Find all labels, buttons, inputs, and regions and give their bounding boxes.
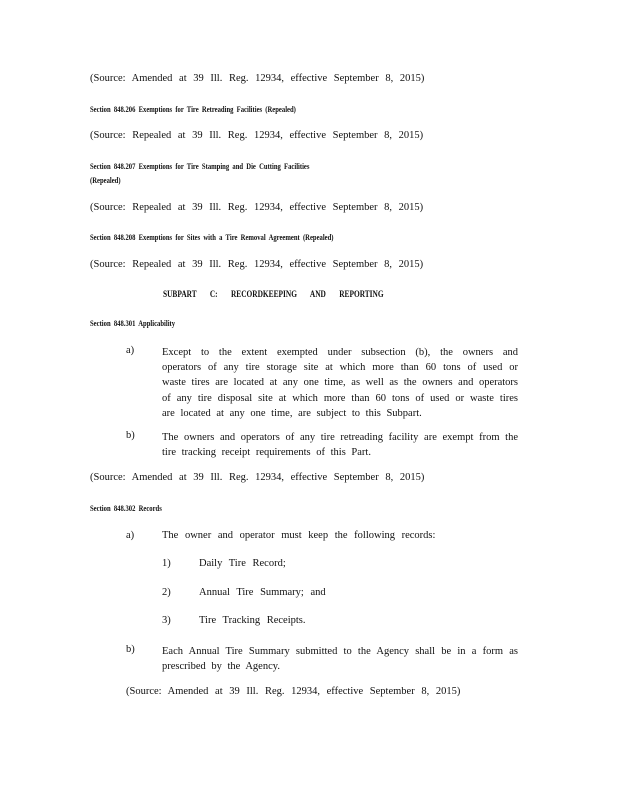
subsection-label: b) xyxy=(126,430,135,441)
subsection-text: The owners and operators of any tire retreading facility are exempt from the tire tracking receipt requirements of this Part. xyxy=(162,432,518,459)
section-848-208-heading: Section 848.208 Exemptions for Sites with a Tire Removal Agreement (Repealed) xyxy=(90,232,334,242)
paragraph-label: 3) xyxy=(162,615,171,626)
subpart-c-heading: SUBPART C: RECORDKEEPING AND REPORTING xyxy=(163,289,384,299)
section-848-207-heading: Section 848.207 Exemptions for Tire Stamping and Die Cutting Facilities xyxy=(90,161,310,171)
section-848-207-heading-continued: (Repealed) xyxy=(90,175,121,185)
source-note: (Source: Amended at 39 Ill. Reg. 12934, effective September 8, 2015) xyxy=(90,73,425,84)
paragraph-text: Annual Tire Summary; and xyxy=(199,587,326,598)
subsection-text: Except to the extent exempted under subsection (b), the owners and operators of any tire storage site at which more than 60 tons of used or waste tires are located at any one time, as well as the owners and operators of any tire disposal site at which more than 60 tons of used or waste tires are located at any one time, are subject to this Subpart. xyxy=(162,347,519,419)
section-848-302-heading: Section 848.302 Records xyxy=(90,503,162,513)
paragraph-text: Tire Tracking Receipts. xyxy=(199,615,306,626)
subsection-text: The owner and operator must keep the following records: xyxy=(162,530,436,541)
subsection-label: b) xyxy=(126,644,135,655)
subsection-text: Each Annual Tire Summary submitted to the Agency shall be in a form as prescribed by the Agency. xyxy=(162,646,518,673)
source-note: (Source: Repealed at 39 Ill. Reg. 12934, effective September 8, 2015) xyxy=(90,130,424,141)
subsection-label: a) xyxy=(126,530,135,541)
paragraph-label: 1) xyxy=(162,558,171,569)
paragraph-text: Daily Tire Record; xyxy=(199,558,286,569)
section-848-206-heading: Section 848.206 Exemptions for Tire Retreading Facilities (Repealed) xyxy=(90,104,296,114)
source-note: (Source: Repealed at 39 Ill. Reg. 12934, effective September 8, 2015) xyxy=(90,202,424,213)
source-note: (Source: Amended at 39 Ill. Reg. 12934, effective September 8, 2015) xyxy=(90,472,425,483)
source-note: (Source: Repealed at 39 Ill. Reg. 12934, effective September 8, 2015) xyxy=(90,259,424,270)
subsection-label: a) xyxy=(126,345,135,356)
section-848-301-heading: Section 848.301 Applicability xyxy=(90,318,176,328)
paragraph-label: 2) xyxy=(162,587,171,598)
source-note: (Source: Amended at 39 Ill. Reg. 12934, effective September 8, 2015) xyxy=(126,686,461,697)
